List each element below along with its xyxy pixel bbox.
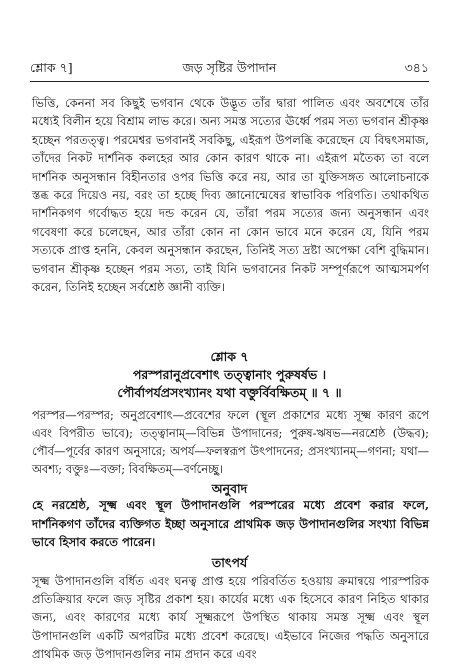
word-synonyms: পরস্পর—পরস্পর; অনুপ্রবেশাৎ—প্রবেশের ফলে (স্থূল প্রকাশের মধ্যে সূক্ষ্ম কারণ রূপে এবং বিপরীত ভাবে); তত্ত্বানাম্—বিভিন্ন উপাদানের; পুরুষ-ঋষভ—নরশ্রেষ্ঠ (উদ্ধব); পৌর্ব—পূর্বের কারণ অনুসারে; অপর্য—ফলস্বরূপ উৎপাদনের; প্রসংখ্যানম্—গণনা; যথা—অবশ্য; বক্তুঃ—বক্তা; বিবক্ষিতম্—বর্ণনেচ্ছু। [32, 408, 429, 476]
header-rule [30, 81, 429, 82]
body-paragraph: ভিত্তি, কেননা সব কিছুই ভগবান থেকে উদ্ভূত তাঁর দ্বারা পালিত এবং অবশেষে তাঁর মধ্যেই বিলীন হয়ে বিশ্রাম লাভ করে। অন্য সমস্ত সত্যের ঊর্ধ্বে পরম সত্য ভগবান শ্রীকৃষ্ণ হচ্ছেন পরতত্ত্ব। পরমেশ্বর ভগবানই সবকিছু, এইরূপ উপলব্ধি করেছেন যে বিদ্বৎসমাজ, তাঁদের নিকট দার্শনিক কলহের আর কোন কারণ থাকে না। এইরূপ মতৈক্য তা বলে দার্শনিক অনুসন্ধান বিহীনতার ওপর ভিত্তি করে নয়, আর তা যুক্তিসঙ্গত আলোচনাকে স্তব্ধ করে দিয়েও নয়, বরং তা হচ্ছে দিব্য জ্ঞানোন্মেষের স্বাভাবিক পরিণতি। তথাকথিত দার্শনিকগণ গর্বোদ্ধত হয়ে দন্ড করেন যে, তাঁরা পরম সত্যের জন্য অনুসন্ধান এবং গবেষণা করে চলেছেন, আর তাঁরা কোন না কোন ভাবে মনে করেন যে, যিনি পরম সত্যকে প্রাপ্ত হননি, কেবল অনুসন্ধান করছেন, তিনিই সত্য দ্রষ্টা অপেক্ষা বেশি বুদ্ধিমান। ভগবান শ্রীকৃষ্ণ হচ্ছেন পরম সত্য, তাই যিনি ভগবানের নিকট সম্পূর্ণরূপে আত্মসমর্পণ করেন, তিনিই হচ্ছেন সর্বশ্রেষ্ঠ জ্ঞানী ব্যক্তি। [32, 96, 429, 295]
verse-line-1: পরস্পরানুপ্রবেশাৎ তত্ত্বানাং পুরুষর্ষভ । [132, 367, 327, 382]
sloka-heading: শ্লোক ৭ [210, 349, 249, 364]
page-number: ৩৪১ [404, 60, 429, 75]
verse-line-2: পৌর্বাপর্যপ্রসংখ্যানং যথা বক্তুর্বিবক্ষিতম্ ॥ ৭ ॥ [117, 385, 342, 400]
running-header [30, 60, 429, 80]
header-verse-ref: শ্লোক ৭] [30, 60, 73, 75]
translation-heading: অনুবাদ [211, 481, 248, 496]
purport-text: সূক্ষ্ম উপাদানগুলি বর্ধিত এবং ঘনত্ব প্রাপ্ত হয়ে পরিবর্তিত হওয়ায় ক্রমান্বয়ে পারস্পরিক প্রতিক্রিয়ার ফলে জড় সৃষ্টির প্রকাশ হয়। কার্যের মধ্যে এক হিসেবে কারণ নিহিত থাকার জন্য, এবং কারণের মধ্যে কার্য সূক্ষ্মরূপে উপস্থিত থাকায় সমস্ত সূক্ষ্ম এবং স্থূল উপাদানগুলি একটি অপরটির মধ্যে প্রবেশ করেছে। এইভাবে নিজের পদ্ধতি অনুসারে প্রাথমিক জড় উপাদানগুলির নাম প্রদান করে এবং [32, 574, 429, 661]
purport-heading: তাৎপর্য [211, 555, 248, 570]
translation-text: হে নরশ্রেষ্ঠ, সূক্ষ্ম এবং স্থূল উপাদানগুলি পরস্পরের মধ্যে প্রবেশ করার ফলে, দার্শনিকগণ তাঁদের ব্যক্তিগত ইচ্ছা অনুসারে প্রাথমিক জড় উপাদানগুলির সংখ্যা বিভিন্ন ভাবে হিসাব করতে পারেন। [32, 498, 429, 550]
header-chapter-title: জড় সৃষ্টির উপাদান [182, 60, 277, 75]
